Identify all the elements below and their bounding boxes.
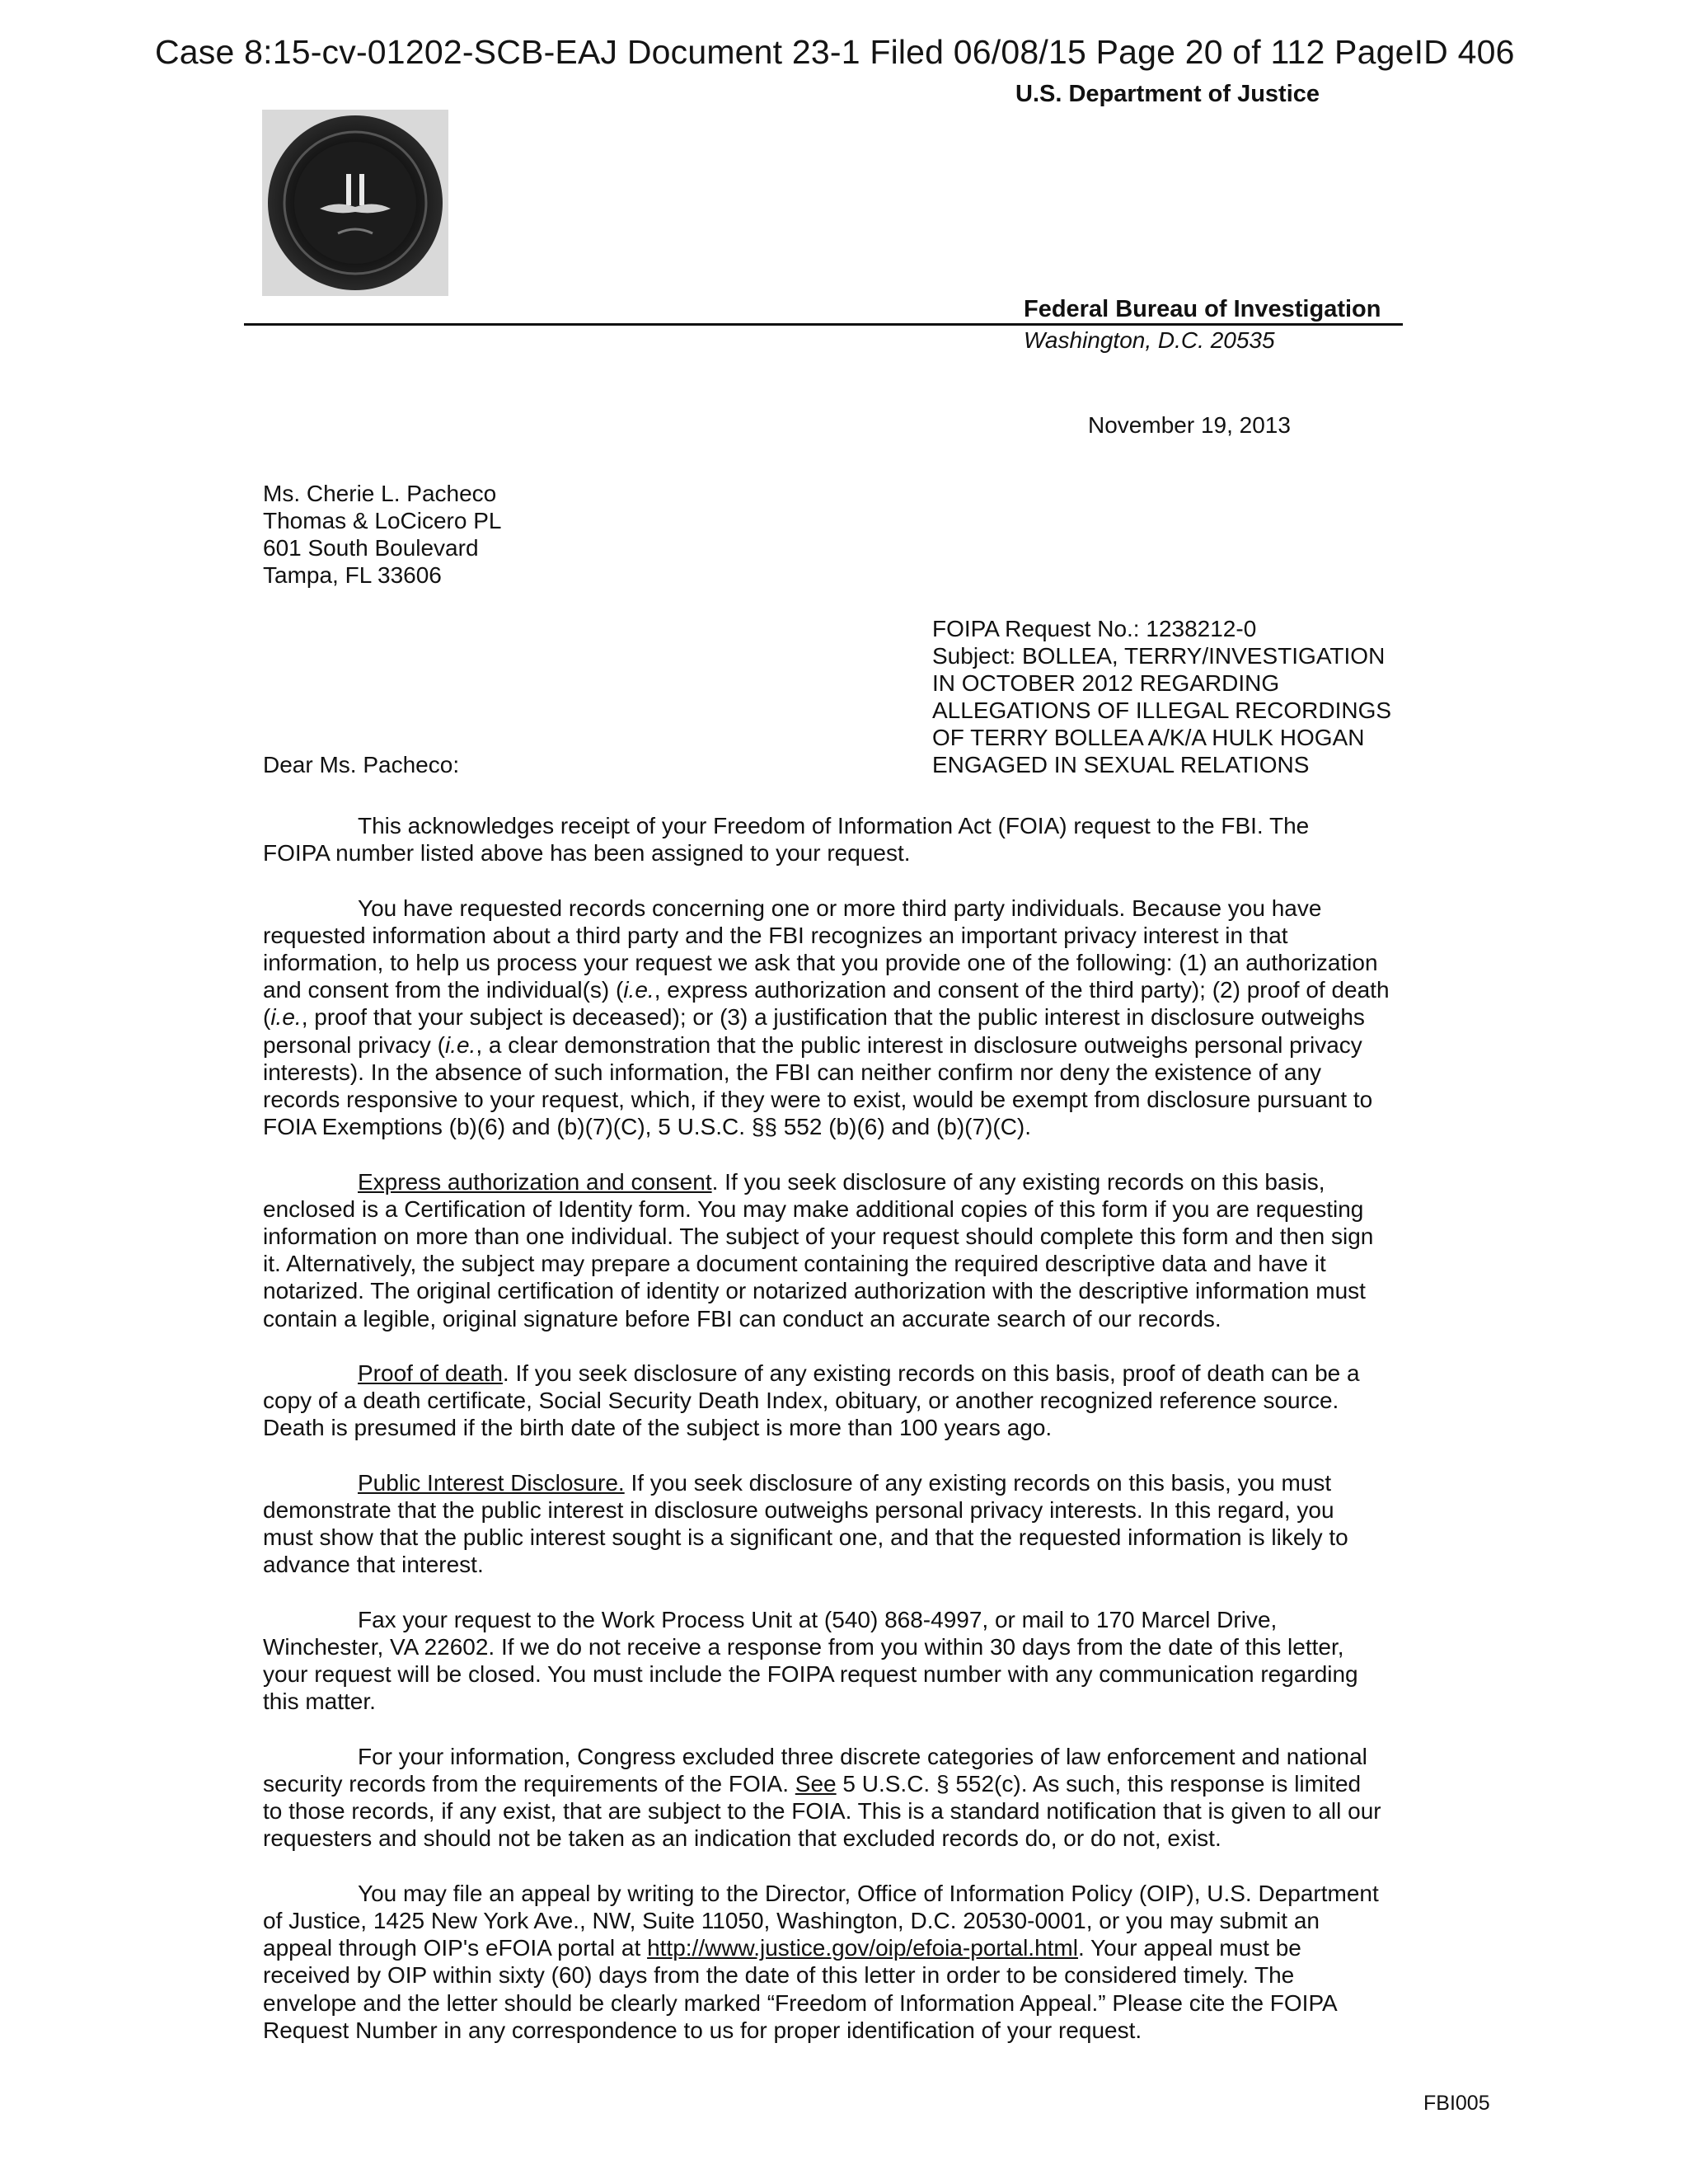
recipient-line: 601 South Boulevard [263, 535, 479, 561]
subject-line: Subject: BOLLEA, TERRY/INVESTIGATION [932, 643, 1386, 669]
paragraph-exclusions: For your information, Congress excluded three discrete categories of law enforcement and national security records from the requirements of the FOIA. See 5 U.S.C. § 552(c). As such, this response is limited to those records, if any exist, that are subject to the FOIA. This is a standard notification that is given to all our requesters and should not be taken as an indication that excluded records do, or do not, exist. [263, 1743, 1381, 1852]
letter-date: November 19, 2013 [1088, 412, 1291, 438]
recipient-line: Ms. Cherie L. Pacheco [263, 481, 497, 506]
efoia-portal-link[interactable]: http://www.justice.gov/oip/efoia-portal.html [647, 1935, 1078, 1961]
recipient-line: Tampa, FL 33606 [263, 562, 442, 588]
letterhead-divider [244, 323, 1403, 326]
fbi-seal-icon [262, 110, 448, 296]
salutation: Dear Ms. Pacheco: [263, 752, 460, 777]
paragraph-public-interest: Public Interest Disclosure. If you seek disclosure of any existing records on this basis, you must demonstrate that the public interest in disclosure outweighs personal privacy interests. In this regard, you must show that the public interest sought is a significant one, and that the requested information is likely to advance that interest. [263, 1469, 1348, 1578]
paragraph-third-party: You have requested records concerning one or more third party individuals. Because you have requested information about a third party and the FBI recognizes an important privacy interest in that information, to help us process your request we ask that you provide one of the following: (1) an authorization and consent from the individual(s) (i.e., express authorization and consent of the third party); (2) proof of death (i.e., proof that your subject is deceased); or (3) a justification that the public interest in disclosure outweighs personal privacy (i.e., a clear demonstration that the public interest in disclosure outweighs personal privacy interests). In the absence of such information, the FBI can neither confirm nor deny the existence of any records responsive to your request, which, if they were to exist, would be exempt from disclosure pursuant to FOIA Exemptions (b)(6) and (b)(7)(C), 5 U.S.C. §§ 552 (b)(6) and (b)(7)(C). [263, 895, 1390, 1140]
section-heading: Proof of death [358, 1360, 503, 1387]
recipient-line: Thomas & LoCicero PL [263, 508, 502, 533]
subject-line: IN OCTOBER 2012 REGARDING [932, 670, 1280, 696]
department-header: U.S. Department of Justice [1015, 81, 1320, 107]
section-heading: Express authorization and consent [358, 1168, 712, 1195]
letter-body [263, 812, 1427, 2071]
page-id: FBI005 [1423, 2092, 1490, 2115]
paragraph-acknowledgement: This acknowledges receipt of your Freedom of Information Act (FOIA) request to the FBI. The FOIPA number listed above has been assigned to your request. [263, 813, 1310, 867]
request-number: FOIPA Request No.: 1238212-0 [932, 616, 1257, 641]
paragraph-express-authorization: Express authorization and consent. If you seek disclosure of any existing records on this basis, enclosed is a Certification of Identity form. You may make additional copies of this form if you are requesting information on more than one individual. The subject of your request should complete this form and then sign it. Alternatively, the subject may prepare a document containing the required descriptive data and have it notarized. The original certification of identity or notarized authorization with the descriptive information must contain a legible, original signature before FBI can conduct an accurate search of our records. [263, 1168, 1374, 1332]
paragraph-proof-of-death: Proof of death. If you seek disclosure of any existing records on this basis, proof of death can be a copy of a death certificate, Social Security Death Index, obituary, or another recognized reference source. Death is presumed if the birth date of the subject is more than 100 years ago. [263, 1360, 1360, 1441]
section-heading: Public Interest Disclosure. [358, 1469, 625, 1496]
subject-line: ENGAGED IN SEXUAL RELATIONS [932, 752, 1310, 777]
paragraph-appeal: You may file an appeal by writing to the Director, Office of Information Policy (OIP), U.S. Department of Justice, 1425 New York Ave., NW, Suite 11050, Washington, D.C. 20530-0001, or you may submit an appeal through OIP's eFOIA portal at http://www.justice.gov/oip/efoia-portal.html. Your appeal must be received by OIP within sixty (60) days from the date of this letter in order to be considered timely. The envelope and the letter should be clearly marked “Freedom of Information Appeal.” Please cite the FOIPA Request Number in any correspondence to us for proper identification of your request. [263, 1880, 1379, 2043]
subject-line: ALLEGATIONS OF ILLEGAL RECORDINGS [932, 697, 1392, 723]
paragraph-fax: Fax your request to the Work Process Unit at (540) 868-4997, or mail to 170 Marcel Drive, Winchester, VA 22602. If we do not receive a response from you within 30 days from the date of this letter, your request will be closed. You must include the FOIPA request number with any communication regarding this matter. [263, 1606, 1358, 1715]
case-header: Case 8:15-cv-01202-SCB-EAJ Document 23-1 Filed 06/08/15 Page 20 of 112 PageID 406 [155, 33, 1515, 71]
bureau-address: Washington, D.C. 20535 [1024, 327, 1275, 353]
subject-line: OF TERRY BOLLEA A/K/A HULK HOGAN [932, 725, 1365, 750]
bureau-name: Federal Bureau of Investigation [1024, 296, 1381, 322]
